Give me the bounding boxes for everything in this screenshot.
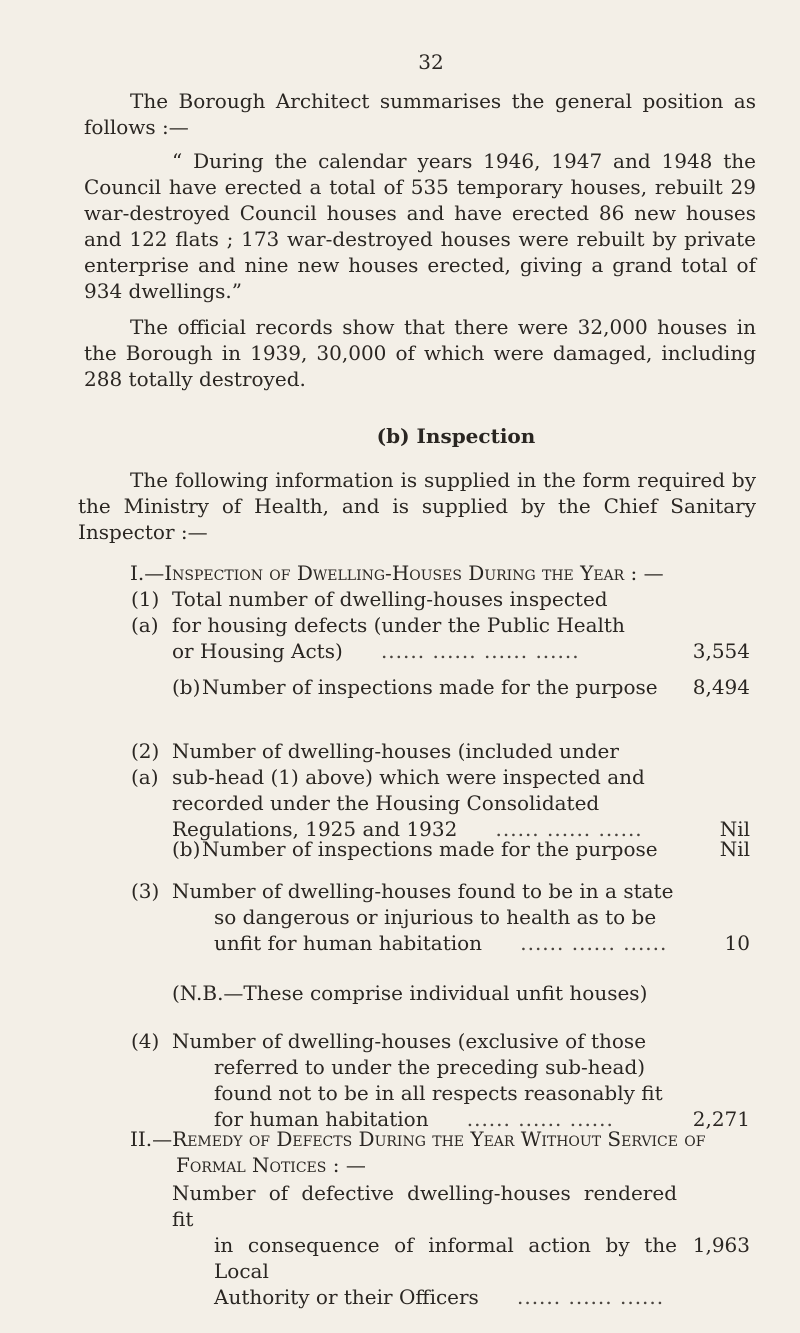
leader-dots: ...... ...... ...... [520,931,668,955]
section-heading: (b) Inspection [376,424,536,448]
item-text: Number of defective dwelling-houses rendered fit in consequence of informal action by the Local Authority or their Officers ...... ...... ...... [172,1181,677,1309]
leader-dots: ...... ...... ...... [495,817,643,841]
item-text: Number of dwelling-houses (included under sub-head (1) above) which were inspected and recorded under the Housing Consolidated Regulations, 1925 and 1932 ...... ...... ...... [172,739,645,841]
leader-dots: ...... ...... ...... [466,1107,614,1131]
item-value: 1,963 [692,1233,750,1257]
quote-paragraph: “ During the calendar years 1946, 1947 and 1948 the Council have erected a total of 535 temporary houses, rebuilt 29 war-destroyed Council houses and have erected 86 new houses and 122 flats ; 173 war-destroyed houses were rebuilt by private enterprise and nine new houses erected, giving a grand total of 934 dwellings.” [84,149,756,303]
item-text: Total number of dwelling-houses inspected for housing defects (under the Public Health or Housing Acts) ...... ...... ...... ...... [172,587,625,663]
item-value: Nil [719,817,750,841]
intro-paragraph: The Borough Architect summarises the general position as follows :— [84,89,756,139]
item-label: (2) (a) [131,739,160,789]
leader-dots: ...... ...... ...... ...... [380,639,580,663]
following-info-paragraph: The following information is supplied in the form required by the Ministry of Health, and is supplied by the Chief Sanitary Inspector :— [78,468,756,544]
item-label: (b) [172,675,201,699]
official-records-paragraph: The official records show that there were 32,000 houses in the Borough in 1939, 30,000 of which were damaged, including 288 totally destroyed. [84,315,756,391]
item-label: (1) (a) [131,587,160,637]
item-value: 10 [724,931,750,955]
note-text: (N.B.—These comprise individual unfit houses) [172,981,648,1005]
item-value: 3,554 [692,639,750,663]
item-text: Number of inspections made for the purpose [202,675,658,699]
item-label: (4) [131,1029,160,1053]
part2-title: II.—Remedy of Defects During the Year Without Service of Formal Notices : — [130,1127,706,1177]
leader-dots: ...... ...... ...... [516,1285,665,1309]
item-text: Number of dwelling-houses (exclusive of those referred to under the preceding sub-head) found not to be in all respects reasonably fit for human habitation ...... ...... ...... [172,1029,663,1131]
item-label: (b) [172,837,201,861]
item-value: 2,271 [692,1107,750,1131]
item-text: Number of dwelling-houses found to be in a state so dangerous or injurious to health as to be unfit for human habitation ...... ...... ...... [172,879,674,955]
item-value: Nil [719,837,750,861]
page-number: 32 [418,50,444,74]
item-value: 8,494 [692,675,750,699]
part1-title: I.—Inspection of Dwelling-Houses During the Year : — [130,561,664,585]
item-text: Number of inspections made for the purpose [202,837,658,861]
item-label: (3) [131,879,160,903]
